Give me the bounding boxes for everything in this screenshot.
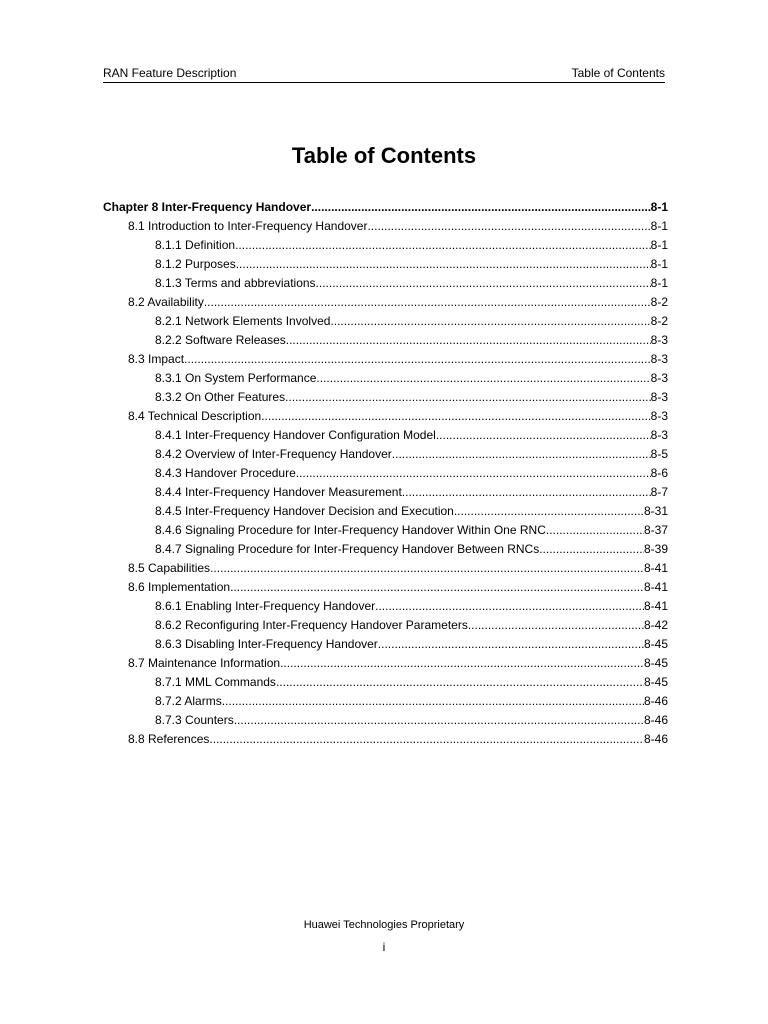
- toc-entry[interactable]: [103, 331, 668, 350]
- toc-leader-dots: [285, 388, 651, 407]
- toc-entry[interactable]: [103, 559, 668, 578]
- header-left-text: RAN Feature Description: [103, 66, 237, 80]
- toc-entry-title: 8.1.1 Definition: [155, 238, 236, 252]
- toc-entry[interactable]: [103, 388, 668, 407]
- toc-entry-page: 8-41: [643, 561, 668, 575]
- toc-entry[interactable]: [103, 711, 668, 730]
- toc-entry-page: 8-31: [643, 504, 668, 518]
- toc-entry-title: 8.3.1 On System Performance: [155, 371, 317, 385]
- toc-leader-dots: [468, 616, 644, 635]
- toc-leader-dots: [235, 236, 651, 255]
- toc-entry[interactable]: [103, 635, 668, 654]
- toc-entry-page: 8-45: [643, 675, 668, 689]
- toc-leader-dots: [392, 445, 651, 464]
- toc-entry[interactable]: [103, 616, 668, 635]
- toc-entry[interactable]: [103, 236, 668, 255]
- toc-entry[interactable]: [103, 521, 668, 540]
- toc-entry-page: 8-2: [650, 314, 668, 328]
- toc-leader-dots: [316, 274, 651, 293]
- toc-entry[interactable]: [103, 255, 668, 274]
- toc-entry[interactable]: [103, 293, 668, 312]
- toc-entry[interactable]: [103, 350, 668, 369]
- toc-entry-title: 8.1.2 Purposes: [155, 257, 236, 271]
- toc-entry-title: 8.4.6 Signaling Procedure for Inter-Frequency Handover Within One RNC: [155, 523, 546, 537]
- toc-leader-dots: [402, 483, 651, 502]
- toc-leader-dots: [286, 331, 651, 350]
- toc-entry-title: 8.7.1 MML Commands: [155, 675, 276, 689]
- table-of-contents: [103, 198, 668, 749]
- toc-entry-title: 8.4.1 Inter-Frequency Handover Configuration Model: [155, 428, 436, 442]
- toc-entry-page: 8-46: [643, 694, 668, 708]
- toc-entry-page: 8-7: [650, 485, 668, 499]
- toc-entry-page: 8-1: [650, 219, 668, 233]
- toc-entry-title: 8.4.4 Inter-Frequency Handover Measurement: [155, 485, 402, 499]
- toc-entry-title: 8.1.3 Terms and abbreviations: [155, 276, 316, 290]
- toc-leader-dots: [204, 293, 651, 312]
- toc-entry-title: 8.7.2 Alarms: [155, 694, 222, 708]
- toc-entry[interactable]: [103, 274, 668, 293]
- toc-leader-dots: [230, 578, 644, 597]
- toc-entry-page: 8-2: [650, 295, 668, 309]
- toc-entry-title: 8.2.2 Software Releases: [155, 333, 286, 347]
- toc-entry[interactable]: [103, 540, 668, 559]
- footer-proprietary: Huawei Technologies Proprietary: [303, 919, 465, 931]
- toc-entry[interactable]: [103, 369, 668, 388]
- toc-entry-title: 8.6.2 Reconfiguring Inter-Frequency Handover Parameters: [155, 618, 468, 632]
- toc-entry-title: 8.2.1 Network Elements Involved: [155, 314, 331, 328]
- toc-entry-page: 8-46: [643, 732, 668, 746]
- toc-leader-dots: [378, 635, 644, 654]
- toc-leader-dots: [210, 559, 644, 578]
- toc-entry-title: 8.4.2 Overview of Inter-Frequency Handover: [155, 447, 392, 461]
- toc-entry-title: 8.5 Capabilities: [128, 561, 211, 575]
- toc-entry-title: 8.6.3 Disabling Inter-Frequency Handover: [155, 637, 378, 651]
- toc-entry[interactable]: [103, 597, 668, 616]
- toc-entry-page: 8-41: [643, 580, 668, 594]
- toc-entry-page: 8-46: [643, 713, 668, 727]
- toc-entry-title: 8.6 Implementation: [128, 580, 231, 594]
- toc-entry[interactable]: [103, 692, 668, 711]
- toc-entry-page: 8-3: [650, 333, 668, 347]
- toc-leader-dots: [234, 711, 644, 730]
- toc-entry-page: 8-1: [650, 276, 668, 290]
- toc-entry-page: 8-1: [650, 200, 668, 214]
- toc-entry-page: 8-39: [643, 542, 668, 556]
- toc-entry-page: 8-1: [650, 238, 668, 252]
- toc-entry-page: 8-42: [643, 618, 668, 632]
- toc-entry-page: 8-41: [643, 599, 668, 613]
- header-right-text: Table of Contents: [571, 66, 665, 80]
- toc-entry-title: 8.4 Technical Description: [128, 409, 262, 423]
- toc-leader-dots: [330, 312, 650, 331]
- toc-entry-page: 8-3: [650, 428, 668, 442]
- toc-entry[interactable]: [103, 426, 668, 445]
- page-header: [103, 66, 665, 83]
- toc-entry[interactable]: [103, 312, 668, 331]
- toc-leader-dots: [436, 426, 651, 445]
- toc-entry-page: 8-1: [650, 257, 668, 271]
- toc-entry[interactable]: [103, 673, 668, 692]
- toc-entry[interactable]: [103, 464, 668, 483]
- toc-leader-dots: [209, 730, 644, 749]
- toc-entry-title: 8.3.2 On Other Features: [155, 390, 286, 404]
- toc-entry-page: 8-3: [650, 390, 668, 404]
- toc-entry-title: Chapter 8 Inter-Frequency Handover: [103, 200, 312, 214]
- toc-entry[interactable]: [103, 578, 668, 597]
- toc-entry-page: 8-6: [650, 466, 668, 480]
- toc-entry-page: 8-3: [650, 371, 668, 385]
- toc-leader-dots: [236, 255, 651, 274]
- page-number: i: [382, 940, 386, 954]
- toc-entry-title: 8.1 Introduction to Inter-Frequency Handover: [128, 219, 368, 233]
- toc-entry-title: 8.8 References: [128, 732, 210, 746]
- toc-entry[interactable]: [103, 654, 668, 673]
- toc-leader-dots: [367, 217, 650, 236]
- toc-entry-title: 8.6.1 Enabling Inter-Frequency Handover: [155, 599, 376, 613]
- toc-entry-page: 8-3: [650, 352, 668, 366]
- toc-leader-dots: [311, 198, 651, 217]
- toc-entry-page: 8-3: [650, 409, 668, 423]
- toc-entry-title: 8.7.3 Counters: [155, 713, 234, 727]
- toc-entry-title: 8.4.3 Handover Procedure: [155, 466, 296, 480]
- toc-entry[interactable]: [103, 483, 668, 502]
- toc-leader-dots: [454, 502, 644, 521]
- toc-leader-dots: [261, 407, 650, 426]
- toc-leader-dots: [280, 654, 644, 673]
- toc-leader-dots: [546, 521, 644, 540]
- toc-leader-dots: [276, 673, 644, 692]
- toc-leader-dots: [539, 540, 644, 559]
- toc-entry[interactable]: [103, 407, 668, 426]
- toc-leader-dots: [375, 597, 644, 616]
- toc-leader-dots: [296, 464, 651, 483]
- toc-entry-title: 8.2 Availability: [128, 295, 204, 309]
- toc-entry-title: 8.4.7 Signaling Procedure for Inter-Frequency Handover Between RNCs: [155, 542, 540, 556]
- toc-entry-page: 8-45: [643, 656, 668, 670]
- toc-entry-page: 8-37: [643, 523, 668, 537]
- toc-leader-dots: [184, 350, 651, 369]
- toc-entry-title: 8.4.5 Inter-Frequency Handover Decision and Execution: [155, 504, 454, 518]
- toc-entry-page: 8-45: [643, 637, 668, 651]
- toc-leader-dots: [316, 369, 650, 388]
- toc-entry[interactable]: [103, 217, 668, 236]
- toc-entry-page: 8-5: [650, 447, 668, 461]
- toc-entry-title: 8.7 Maintenance Information: [128, 656, 281, 670]
- toc-leader-dots: [222, 692, 644, 711]
- toc-entry-title: 8.3 Impact: [128, 352, 185, 366]
- page-title: Table of Contents: [291, 143, 477, 168]
- toc-entry[interactable]: [103, 730, 668, 749]
- toc-entry[interactable]: [103, 445, 668, 464]
- toc-entry[interactable]: [103, 502, 668, 521]
- toc-entry[interactable]: [103, 198, 668, 217]
